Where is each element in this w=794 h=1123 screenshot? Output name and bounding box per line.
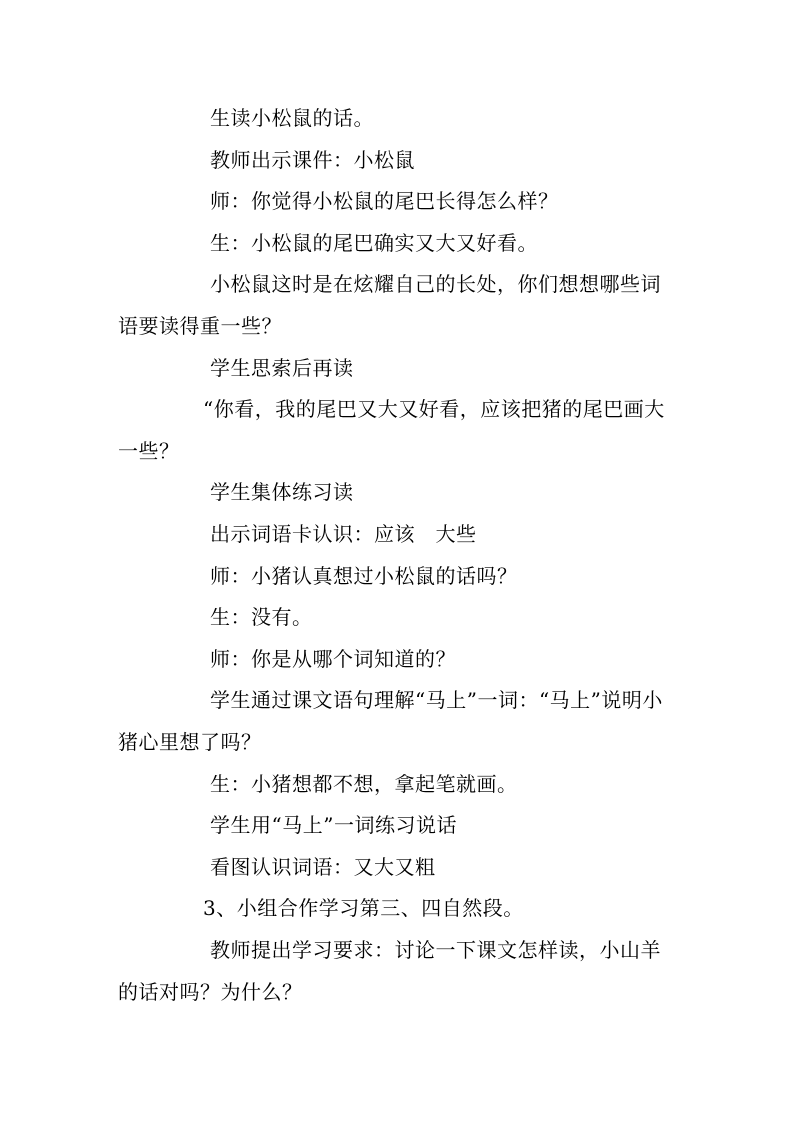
paragraph-line: 语要读得重一些？ [118, 314, 282, 338]
paragraph-line: 看图认识词语：又大又粗 [210, 855, 436, 879]
paragraph-line: 生读小松鼠的话。 [210, 106, 374, 130]
paragraph-line: 小松鼠这时是在炫耀自己的长处，你们想想哪些词 [210, 272, 661, 296]
paragraph-line: 学生思索后再读 [210, 356, 354, 380]
paragraph-line: 教师提出学习要求：讨论一下课文怎样读，小山羊 [210, 938, 661, 962]
paragraph-line: 的话对吗？为什么？ [118, 980, 303, 1004]
paragraph-line: 出示词语卡认识：应该 大些 [210, 522, 477, 546]
paragraph-line: 生：没有。 [210, 605, 313, 629]
paragraph-line: 3、小组合作学习第三、四自然段。 [203, 896, 524, 920]
paragraph-line: 师：你觉得小松鼠的尾巴长得怎么样？ [210, 189, 559, 213]
paragraph-line: 学生集体练习读 [210, 480, 354, 504]
paragraph-line: 学生通过课文语句理解“马上”一词：“马上”说明小 [210, 688, 663, 712]
paragraph-line: 学生用“马上”一词练习说话 [210, 813, 457, 837]
paragraph-line: 猪心里想了吗？ [118, 730, 262, 754]
paragraph-line: 师：你是从哪个词知道的？ [210, 647, 456, 671]
paragraph-line: 师：小猪认真想过小松鼠的话吗？ [210, 564, 518, 588]
paragraph-line: 生：小猪想都不想，拿起笔就画。 [210, 772, 518, 796]
paragraph-line: 教师出示课件：小松鼠 [210, 148, 415, 172]
paragraph-line: 生：小松鼠的尾巴确实又大又好看。 [210, 231, 538, 255]
paragraph-line: “你看，我的尾巴又大又好看，应该把猪的尾巴画大 [203, 397, 665, 421]
paragraph-line: 一些？ [118, 439, 180, 463]
